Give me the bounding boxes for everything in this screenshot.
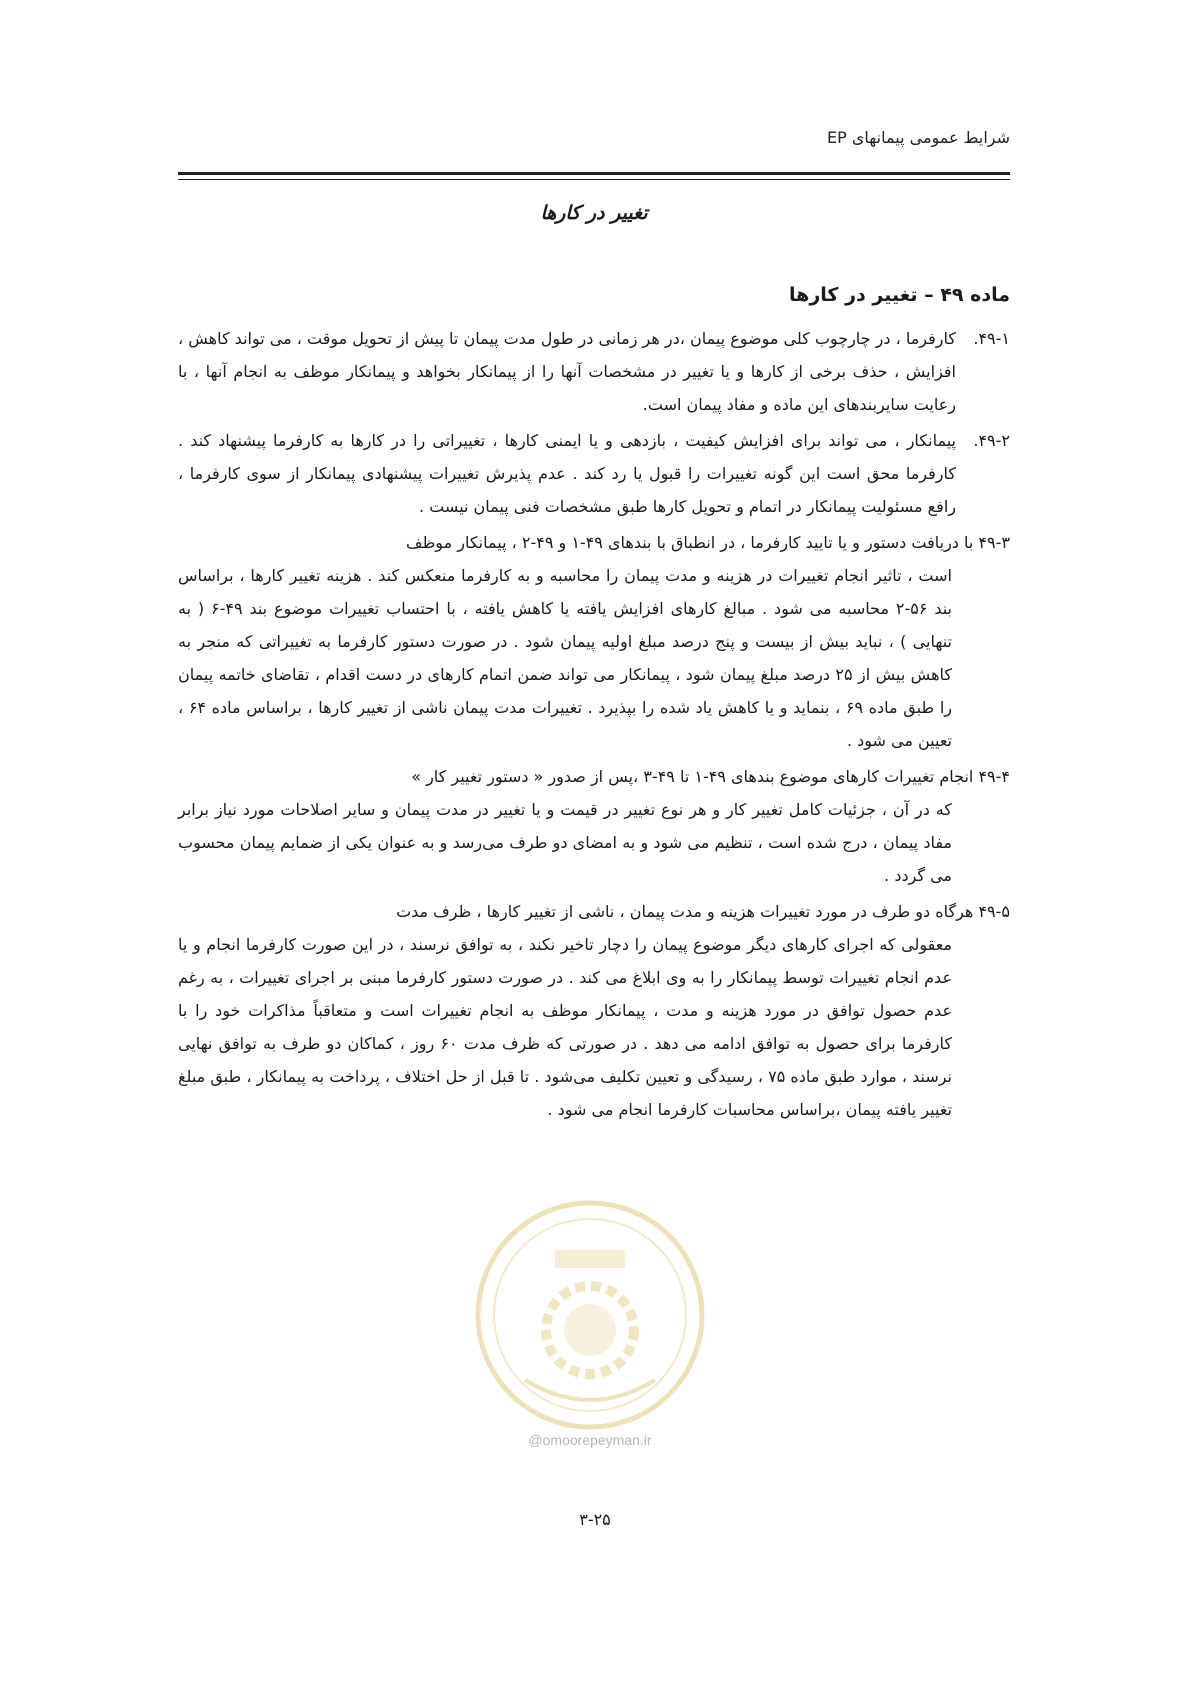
clause-text: پیمانکار ، می تواند برای افزایش کیفیت ، بازدهی و یا ایمنی کارها ، تغییراتی را در کارها به کارفرما پیشنهاد کند . کارفرما محق است این گونه تغییرات را قبول یا رد کند . عدم پذیرش تغییرات پیشنهادی پیمانکار از سوی کارفرما ، رافع مسئولیت پیمانکار در اتمام و تحویل کارها طبق مشخصات فنی پیمان نیست . — [178, 431, 956, 516]
running-header: شرایط عمومی پیمانهای EP — [827, 128, 1010, 147]
clause-text: کارفرما ، در چارچوب کلی موضوع پیمان ،در هر زمانی در طول مدت پیمان تا پیش از تحویل موقت ، می تواند کاهش ، افزایش ، حذف برخی از کارها و یا تغییر در مشخصات آنها را از پیمانکار بخواهد و پیمانکار موظف به انجام آنها ، با رعایت سایربندهای این ماده و مفاد پیمان است. — [178, 329, 956, 414]
clause-number: ۴۹-۲. — [973, 431, 1010, 450]
clause-text: که در آن ، جزئیات کامل تغییر کار و هر نوع تغییر در قیمت و یا تغییر در مدت پیمان و سایر اصلاحات مورد نیاز برابر مفاد پیمان ، درج شده است ، تنظیم می شود و به امضای دو طرف می‌رسد و به عنوان یکی از ضمایم پیمان محسوب می گردد . — [178, 800, 952, 885]
clause-first-line: ۴۹-۴ انجام تغییرات کارهای موضوع بندهای ۴۹-۱ تا ۴۹-۳ ،پس از صدور « دستور تغییر کار » — [411, 767, 1010, 786]
section-title: تغییر در کارها — [540, 202, 648, 224]
watermark-seal-icon — [465, 1190, 715, 1440]
clause-number: ۴۹-۱. — [973, 329, 1010, 348]
clause-first-line: ۴۹-۵ هرگاه دو طرف در مورد تغییرات هزینه و مدت پیمان ، ناشی از تغییر کارها ، ظرف مدت — [396, 902, 1010, 921]
clause-49-1 — [178, 322, 1010, 421]
clause-49-2 — [178, 424, 1010, 523]
article-title: ماده ۴۹ – تغییر در کارها — [789, 284, 1010, 306]
clause-49-4 — [178, 760, 1010, 892]
watermark-url: @omoorepeyman.ir — [528, 1432, 652, 1448]
clause-text: است ، تاثیر انجام تغییرات در هزینه و مدت پیمان را محاسبه و به کارفرما منعکس کند . هزینه تغییر کارها ، براساس بند ۵۶-۲ محاسبه می شود . مبالغ کارهای افزایش یافته یا کاهش یافته ، با احتساب تغییرات موضوع بند ۴۹-۶ ( به تنهایی ) ، نباید بیش از بیست و پنج درصد مبلغ اولیه پیمان شود . در صورت دستور کارفرما به تغییراتی که منجر به کاهش بیش از ۲۵ درصد مبلغ پیمان شود ، پیمانکار می تواند ضمن اتمام کارهای در دست اقدام ، تقاضای خاتمه پیمان را طبق ماده ۶۹ ، بنماید و یا کاهش یاد شده را بپذیرد . تغییرات مدت پیمان ناشی از تغییر کارها ، براساس ماده ۶۴ ، تعیین می شود . — [178, 566, 953, 750]
clause-text: معقولی که اجرای کارهای دیگر موضوع پیمان را دچار تاخیر نکند ، به توافق نرسند ، در این صورت کارفرما انجام و یا عدم انجام تغییرات توسط پیمانکار را به وی ابلاغ می کند . در صورت دستور کارفرما مبنی بر اجرای تغییرات ، به رغم عدم حصول توافق در مورد هزینه و مدت ، پیمانکار موظف به انجام تغییرات است و متعاقباً مذاکرات خود را با کارفرما برای حصول به توافق ادامه می دهد . در صورتی که ظرف مدت ۶۰ روز ، کماکان دو طرف به توافق نهایی نرسند ، موارد طبق ماده ۷۵ ، رسیدگی و تعیین تکلیف می‌شود . تا قبل از حل اختلاف ، پرداخت به پیمانکار ، طبق مبلغ تغییر یافته پیمان ،براساس محاسبات کارفرما انجام می شود . — [178, 935, 953, 1119]
clause-49-3 — [178, 526, 1010, 757]
header-rule-thin — [178, 179, 1010, 180]
header-rule-thick — [178, 172, 1010, 175]
clause-49-5 — [178, 895, 1010, 1126]
clause-list — [178, 322, 1010, 1129]
clause-first-line: ۴۹-۳ با دریافت دستور و یا تایید کارفرما ، در انطباق با بندهای ۴۹-۱ و ۴۹-۲ ، پیمانکار موظف — [406, 533, 1010, 552]
page-number: ۳-۲۵ — [579, 1510, 611, 1529]
